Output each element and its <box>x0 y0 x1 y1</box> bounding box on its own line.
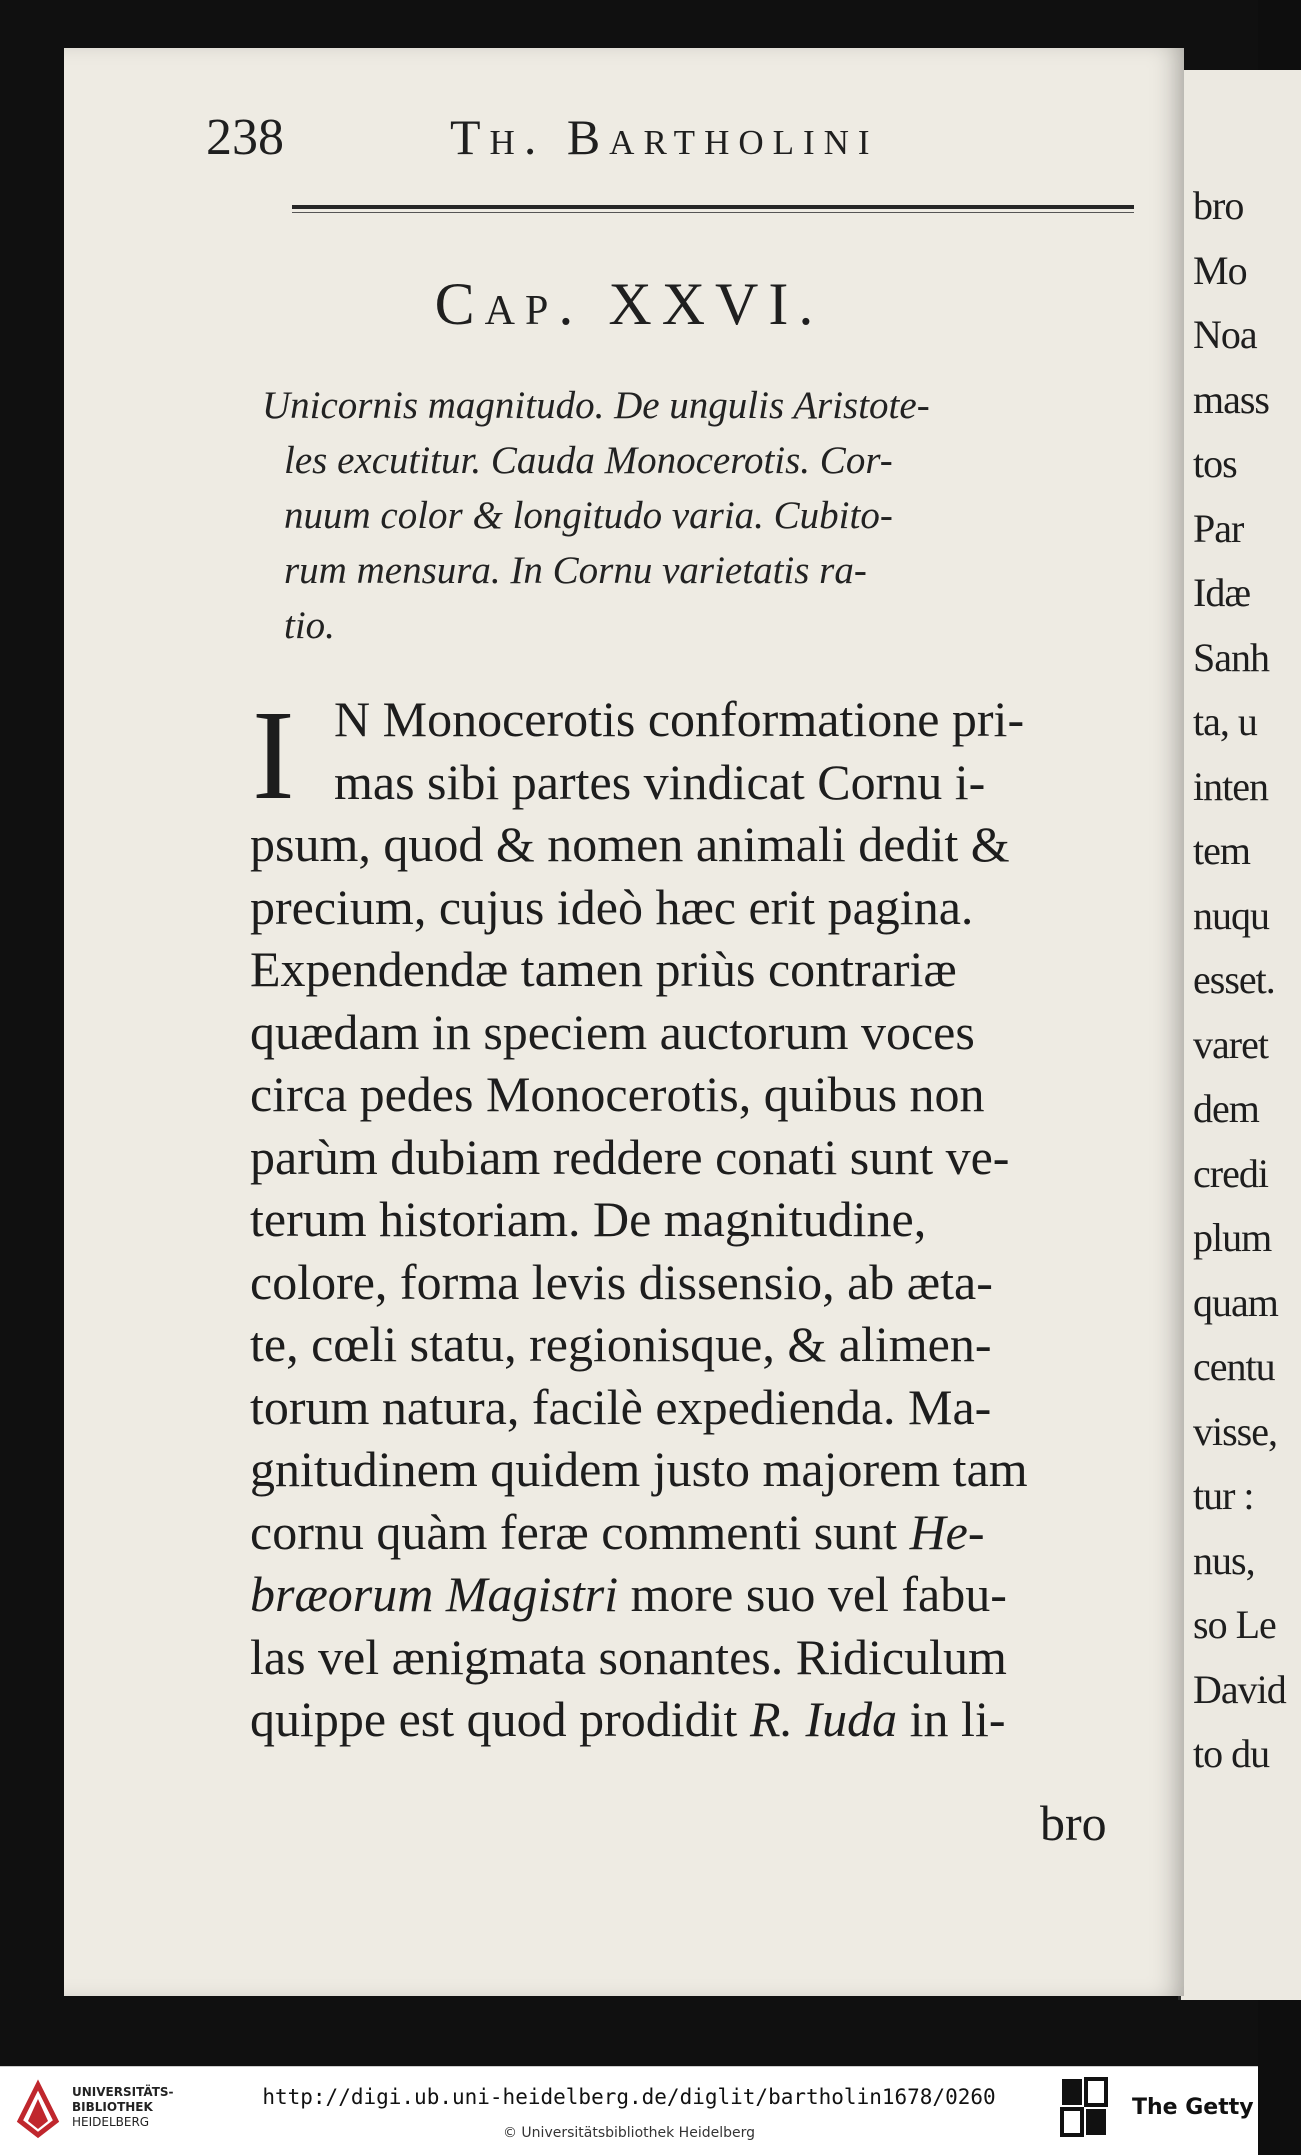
facing-page-fragment: mass <box>1193 376 1269 422</box>
summary-line: rum mensura. In Cornu varietatis ra- <box>284 549 867 592</box>
facing-page-fragment: visse, <box>1193 1408 1277 1454</box>
text-line: Expendendæ tamen priùs contrariæ <box>250 941 957 997</box>
library-line: BIBLIOTHEK <box>72 2100 153 2114</box>
facing-page-fragment: Noa <box>1193 312 1257 357</box>
text-line: gnitudinem quidem justo majorem tam <box>250 1441 1028 1497</box>
italic-name: R. Iuda <box>749 1691 898 1747</box>
text-segment: in li- <box>909 1691 1006 1747</box>
facing-page-fragment: credi <box>1193 1150 1268 1196</box>
text-line: precium, cujus ideò hæc erit pagina. <box>250 878 974 935</box>
header-rule <box>292 205 1134 209</box>
facing-page-fragment: ta, u <box>1193 699 1257 744</box>
facing-page-fragment: nuqu <box>1193 892 1269 938</box>
text-line: psum, quod & nomen animali dedit & <box>250 816 1010 872</box>
facing-page-fragment: nus, <box>1193 1537 1255 1583</box>
facing-page <box>1178 70 1301 2000</box>
text-line <box>250 1688 1130 1751</box>
text-line: mas sibi partes vindicat Cornu i- <box>334 753 986 810</box>
facing-page-fragment: David <box>1193 1666 1286 1712</box>
text-line: te, cœli statu, regionisque, & alimen- <box>250 1316 992 1372</box>
summary-line: nuum color & longitudo varia. Cubito- <box>284 494 893 537</box>
facing-page-fragment: esset. <box>1193 957 1275 1002</box>
facing-page-fragment: quam <box>1193 1279 1278 1325</box>
facing-page-fragment: Mo <box>1193 247 1247 293</box>
getty-name: The Getty <box>1132 2095 1254 2120</box>
getty-logo-icon <box>1060 2077 1110 2139</box>
facing-page-fragment: so Le <box>1193 1602 1276 1647</box>
running-head: Th. Bartholini <box>450 109 879 165</box>
text-line: colore, forma levis dissensio, ab æta- <box>250 1253 993 1310</box>
facing-page-fragment: dem <box>1193 1086 1259 1131</box>
library-line: HEIDELBERG <box>72 2115 150 2129</box>
facing-page-fragment: plum <box>1193 1215 1272 1260</box>
text-segment: cornu quàm feræ commenti sunt <box>250 1503 898 1560</box>
facing-page-fragment: bro <box>1193 183 1244 228</box>
text-line <box>250 1563 1130 1626</box>
summary-line: Unicornis magnitudo. De ungulis Aristote- <box>262 384 930 427</box>
drop-cap: I <box>252 684 295 826</box>
facing-page-fragment: Idæ <box>1193 570 1250 615</box>
facing-page-fragment: to du <box>1193 1731 1270 1776</box>
facing-page-fragment: Par <box>1193 505 1244 551</box>
facing-page-fragment: tos <box>1193 441 1237 486</box>
permalink-url[interactable]: http://digi.ub.uni-heidelberg.de/diglit/bartholin1678/0260 <box>262 2085 996 2109</box>
text-line: parùm dubiam reddere conati sunt ve- <box>250 1128 1010 1185</box>
text-segment: more suo vel fabu- <box>630 1566 1007 1622</box>
text-line: circa pedes Monocerotis, quibus non <box>250 1066 985 1122</box>
text-line: las vel ænigmata sonantes. Ridiculum <box>250 1628 1007 1685</box>
summary-line: tio. <box>284 604 335 647</box>
text-line: quædam in speciem auctorum voces <box>250 1003 975 1060</box>
italic-name: He- <box>909 1503 985 1560</box>
catchword: bro <box>1040 1795 1107 1851</box>
facing-page-fragment: varet <box>1193 1021 1268 1067</box>
page-number: 238 <box>206 109 284 166</box>
copyright-notice: © Universitätsbibliothek Heidelberg <box>502 2125 755 2141</box>
chapter-summary <box>262 378 1122 653</box>
text-line: terum historiam. De magnitudine, <box>250 1191 927 1247</box>
text-segment: quippe est quod prodidit <box>250 1691 738 1747</box>
library-line: UNIVERSITÄTS- <box>72 2085 174 2099</box>
italic-name: bræorum Magistri <box>250 1566 619 1622</box>
facing-page-fragment: tem <box>1193 828 1250 873</box>
viewer-footer <box>0 2066 1258 2155</box>
facing-page-fragment: tur : <box>1193 1473 1254 1518</box>
text-line: N Monocerotis conformatione pri- <box>334 691 1025 747</box>
facing-page-fragment: centu <box>1193 1344 1275 1389</box>
text-line: torum natura, facilè expedienda. Ma- <box>250 1378 992 1435</box>
facing-page-fragment: Sanh <box>1193 634 1269 680</box>
facing-page-fragment: inten <box>1193 763 1268 809</box>
text-line <box>250 1501 1130 1564</box>
body-text <box>250 684 1130 1751</box>
chapter-title: Cap. XXVI. <box>434 271 824 337</box>
header-rule-thin <box>292 212 1134 213</box>
summary-line: les excutitur. Cauda Monocerotis. Cor- <box>284 439 893 482</box>
